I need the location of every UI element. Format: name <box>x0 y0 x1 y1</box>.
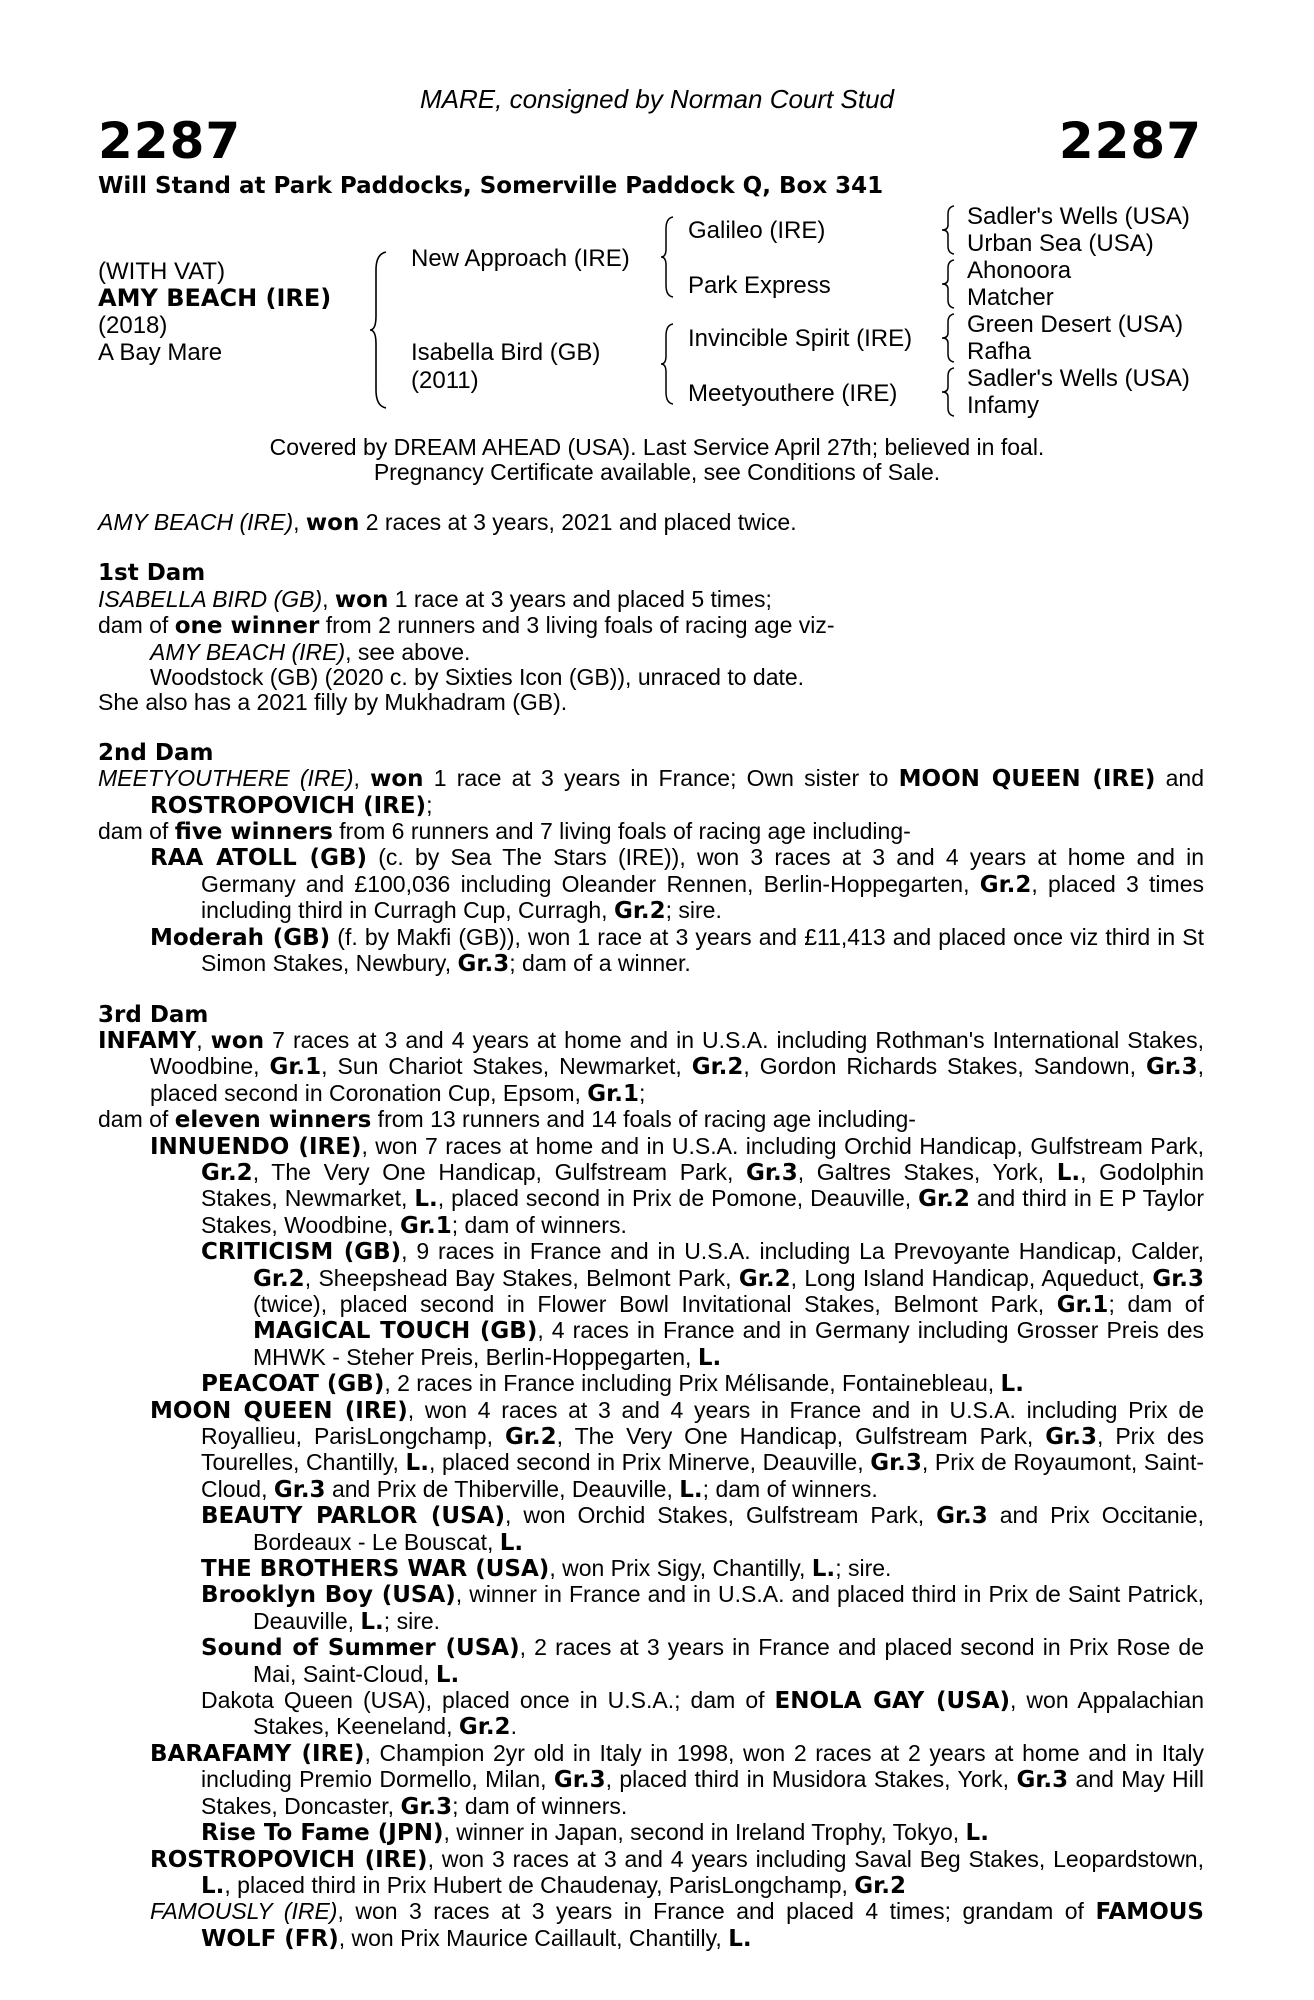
dam3-foal-moon-queen: MOON QUEEN (IRE), won 4 races at 3 and 4 years in France and in U.S.A. including Prix de Royallieu, ParisLongchamp, Gr.2, The Very One Handicap, Gulfstream Park, Gr.3, Prix des Tourelles, Chantilly, L., placed second in Prix Minerve, Deauville, Gr.3, Prix de Royaumont, Saint-Cloud, Gr.3 and Prix de Thiberville, Deauville, L.; dam of winners. <box>150 1396 1205 1503</box>
dam3-produce: dam of eleven winners from 13 runners and 14 foals of racing age including- <box>98 1106 916 1134</box>
dam3-foal-criticism: CRITICISM (GB), 9 races in France and in U.S.A. including La Prevoyante Handicap, Calder, Gr.2, Sheepshead Bay Stakes, Belmont Park, Gr.2, Long Island Handicap, Aqueduct, Gr.3 (twice), placed second in Flower Bowl Invitational Stakes, Belmont Park, Gr.1; dam of MAGICAL TOUCH (GB), 4 races in France and in Germany including Grosser Preis des MHWK - Steher Preis, Berlin-Hoppegarten, L. <box>201 1238 1204 1371</box>
subject-year: (2018) <box>98 312 168 339</box>
pedigree-sire: New Approach (IRE) <box>411 245 630 272</box>
standing-location: Will Stand at Park Paddocks, Somerville Paddock Q, Box 341 <box>98 173 884 199</box>
pedigree-gen4-8: Infamy <box>967 392 1040 419</box>
lot-number-right: 2287 <box>1058 112 1202 170</box>
pedigree-brace-dam <box>659 322 675 406</box>
dam3-foal-the-brothers-war: THE BROTHERS WAR (USA), won Prix Sigy, Chantilly, L.; sire. <box>201 1555 892 1583</box>
pedigree-gen3-1: Galileo (IRE) <box>688 217 826 244</box>
dam2-produce: dam of five winners from 6 runners and 7 living foals of racing age including- <box>98 818 911 846</box>
pedigree-gen4-7: Sadler's Wells (USA) <box>967 365 1190 392</box>
pedigree-brace-g4-1 <box>940 204 956 256</box>
pedigree-brace-g4-3 <box>940 312 956 364</box>
dam3-foal-innuendo: INNUENDO (IRE), won 7 races at home and in U.S.A. including Orchid Handicap, Gulfstream Park, Gr.2, The Very One Handicap, Gulfstream Park, Gr.3, Galtres Stakes, York, L., Godolphin Stakes, Newmarket, L., placed second in Prix de Pomone, Deauville, Gr.2 and third in E P Taylor Stakes, Woodbine, Gr.1; dam of winners. <box>150 1132 1204 1239</box>
pedigree-gen4-4: Matcher <box>967 284 1054 311</box>
dam1-record: ISABELLA BIRD (GB), won 1 race at 3 years and placed 5 times; <box>98 585 772 613</box>
dam2-record: MEETYOUTHERE (IRE), won 1 race at 3 years in France; Own sister to MOON QUEEN (IRE) and ROSTROPOVICH (IRE); <box>98 765 1204 819</box>
dam1-foal-2: Woodstock (GB) (2020 c. by Sixties Icon (GB)), unraced to date. <box>150 664 805 691</box>
dam3-record: INFAMY, won 7 races at 3 and 4 years at home and in U.S.A. including Rothman's International Stakes, Woodbine, Gr.1, Sun Chariot Stakes, Newmarket, Gr.2, Gordon Richards Stakes, Sandown, Gr.3, placed second in Coronation Cup, Epsom, Gr.1; <box>98 1026 1205 1107</box>
pedigree-gen4-3: Ahonoora <box>967 257 1072 284</box>
dam3-foal-dakota-queen: Dakota Queen (USA), placed once in U.S.A.; dam of ENOLA GAY (USA), won Appalachian Stakes, Keeneland, Gr.2. <box>201 1687 1204 1741</box>
lot-number-left: 2287 <box>98 112 242 170</box>
dam3-heading: 3rd Dam <box>98 1001 209 1028</box>
pedigree-brace-g4-2 <box>940 258 956 310</box>
pedigree-gen4-5: Green Desert (USA) <box>967 311 1184 338</box>
subject-name: AMY BEACH (IRE) <box>98 284 332 312</box>
consignor-line: MARE, consigned by Norman Court Stud <box>420 84 894 114</box>
dam2-foal-moderah: Moderah (GB) (f. by Makfi (GB)), won 1 race at 3 years and £11,413 and placed once viz third in St Simon Stakes, Newbury, Gr.3; dam of a winner. <box>150 923 1205 978</box>
dam3-foal-rostropovich: ROSTROPOVICH (IRE), won 3 races at 3 and 4 years including Saval Beg Stakes, Leopardstown, L., placed third in Prix Hubert de Chaudenay, ParisLongchamp, Gr.2 <box>150 1845 1204 1899</box>
dam3-foal-barafamy: BARAFAMY (IRE), Champion 2yr old in Italy in 1998, won 2 races at 2 years at home and in Italy including Premio Dormello, Milan, Gr.3, placed third in Musidora Stakes, York, Gr.3 and May Hill Stakes, Doncaster, Gr.3; dam of winners. <box>150 1739 1204 1820</box>
dam1-heading: 1st Dam <box>98 560 206 587</box>
dam3-foal-famously: FAMOUSLY (IRE), won 3 races at 3 years in France and placed 4 times; grandam of FAMOUS WOLF (FR), won Prix Maurice Caillault, Chantilly, L. <box>150 1898 1204 1952</box>
covering-line: Covered by DREAM AHEAD (USA). Last Service April 27th; believed in foal. <box>269 434 1045 460</box>
dam3-foal-brooklyn-boy: Brooklyn Boy (USA), winner in France and in U.S.A. and placed third in Prix de Saint Patrick, Deauville, L.; sire. <box>201 1581 1204 1635</box>
dam3-foal-rise-to-fame: Rise To Fame (JPN), winner in Japan, second in Ireland Trophy, Tokyo, L. <box>201 1819 989 1847</box>
dam1-also: She also has a 2021 filly by Mukhadram (GB). <box>98 689 568 716</box>
pedigree-gen4-6: Rafha <box>967 338 1032 365</box>
dam1-produce: dam of one winner from 2 runners and 3 living foals of racing age viz- <box>98 612 835 640</box>
pedigree-dam-year: (2011) <box>411 367 479 394</box>
pedigree-gen3-3: Invincible Spirit (IRE) <box>688 325 913 352</box>
dam3-foal-peacoat: PEACOAT (GB), 2 races in France including Prix Mélisande, Fontainebleau, L. <box>201 1370 1024 1398</box>
pedigree-brace-g4-4 <box>940 366 956 418</box>
pedigree-gen3-2: Park Express <box>688 272 831 299</box>
pedigree-brace-main <box>368 250 390 410</box>
pedigree-brace-sire <box>659 215 675 299</box>
dam2-foal-raa-atoll: RAA ATOLL (GB) (c. by Sea The Stars (IRE)), won 3 races at 3 and 4 years at home and in Germany and £100,036 including Oleander Rennen, Berlin-Hoppegarten, Gr.2, placed 3 times including third in Curragh Cup, Curragh, Gr.2; sire. <box>150 844 1204 925</box>
dam3-foal-beauty-parlor: BEAUTY PARLOR (USA), won Orchid Stakes, Gulfstream Park, Gr.3 and Prix Occitanie, Bordeaux - Le Bouscat, L. <box>201 1502 1204 1556</box>
pregnancy-line: Pregnancy Certificate available, see Conditions of Sale. <box>373 459 941 485</box>
pedigree-gen4-1: Sadler's Wells (USA) <box>967 203 1190 230</box>
intro-paragraph: AMY BEACH (IRE), won 2 races at 3 years, 2021 and placed twice. <box>98 509 797 536</box>
subject-description: A Bay Mare <box>98 339 223 366</box>
pedigree-dam: Isabella Bird (GB) <box>411 339 601 366</box>
pedigree-gen3-4: Meetyouthere (IRE) <box>688 380 898 407</box>
catalogue-body <box>98 510 1204 1952</box>
dam2-heading: 2nd Dam <box>98 739 214 766</box>
dam3-foal-sound-of-summer: Sound of Summer (USA), 2 races at 3 years in France and placed second in Prix Rose de Mai, Saint-Cloud, L. <box>201 1634 1204 1688</box>
dam1-foal-1: AMY BEACH (IRE), see above. <box>150 638 471 665</box>
vat-label: (WITH VAT) <box>98 258 226 285</box>
pedigree-gen4-2: Urban Sea (USA) <box>967 230 1154 257</box>
